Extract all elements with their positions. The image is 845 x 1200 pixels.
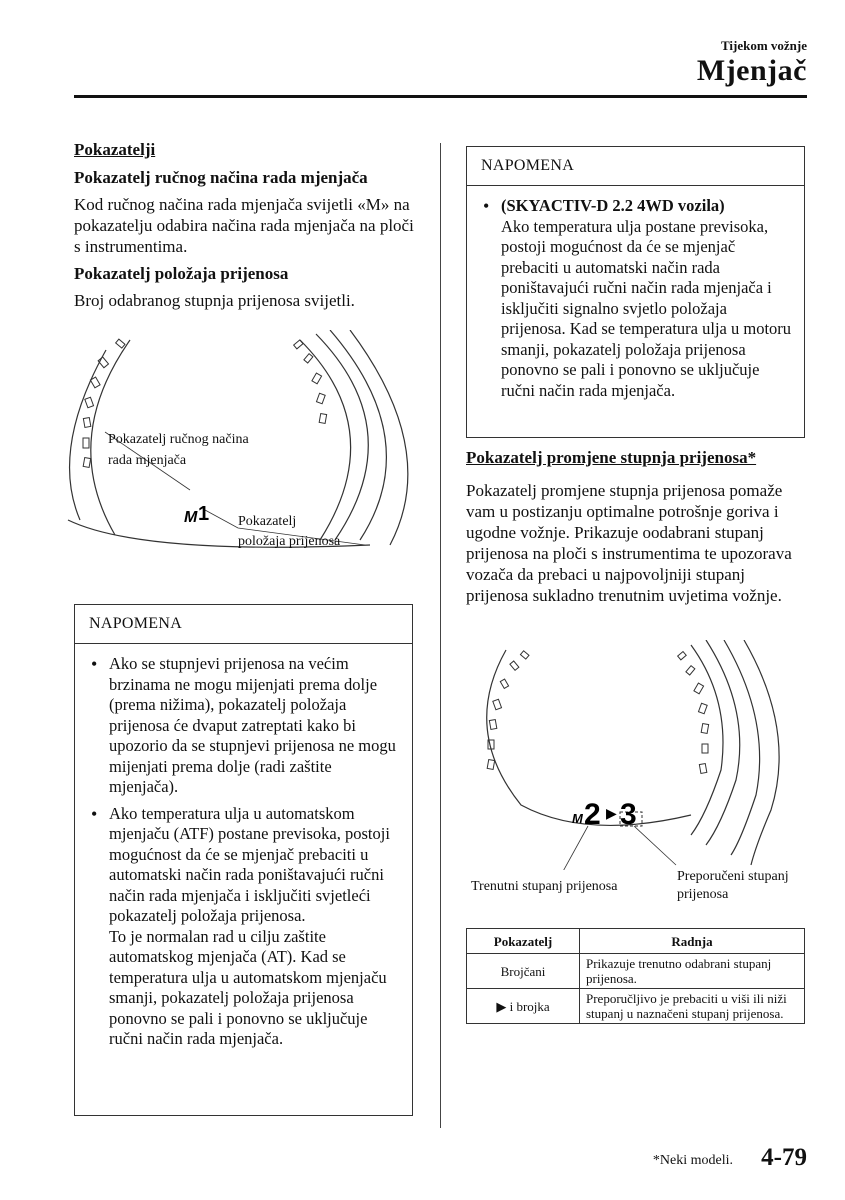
section-heading: Pokazatelji (74, 140, 156, 159)
table-header-action: Radnja (580, 929, 805, 954)
recommended-gear-digit: 3 (620, 798, 637, 831)
subheading-gear-position: Pokazatelj položaja prijenosa (74, 264, 289, 283)
manual-mode-indicator: M (184, 509, 198, 526)
gear-position-indicator: 1 (198, 503, 210, 525)
table-cell-action: Preporučljivo je prebaciti u viši ili niži stupanj u naznačeni stupanj prijenosa. (580, 989, 805, 1024)
header-rule (74, 95, 807, 98)
label-gear-position-line1: Pokazatelj (238, 514, 297, 529)
page-number: 4-79 (761, 1144, 807, 1171)
shift-indicator-paragraph: Pokazatelj promjene stupnja prijenosa pomaže vam u postizanju optimalne potrošnje goriva i ugodne vožnje. Prikazuje oodabrani stupanj prijenosa na ploči s instrumentima te upozorava vozača da prebaci u najpovoljniji stupanj prijenosa sukladno trenutnim uvjetima vožnje. (466, 481, 792, 605)
label-recommended-gear-line2: prijenosa (677, 887, 729, 902)
label-current-gear: Trenutni stupanj prijenosa (471, 879, 618, 894)
note-title: NAPOMENA (467, 147, 804, 186)
note-box-left (74, 604, 413, 1116)
shift-up-arrow-icon: ▶ (606, 806, 617, 822)
table-cell-indicator: ▶ i brojka (467, 989, 580, 1024)
page-title: Mjenjač (696, 54, 807, 87)
table-cell-indicator: Brojčani (467, 954, 580, 989)
instrument-cluster-figure-2 (466, 640, 811, 870)
label-gear-position-line2: položaja prijenosa (238, 534, 341, 549)
paragraph-gear-position: Broj odabranog stupnja prijenosa svijetli. (74, 291, 355, 310)
leader-line-current (561, 826, 588, 870)
shift-indicator-heading: Pokazatelj promjene stupnja prijenosa* (466, 448, 757, 467)
note-bullet-1: • Ako se stupnjevi prijenosa na većim brzinama ne mogu mijenjati prema dolje (prema nižima), pokazatelj položaja prijenosa će dvaput zatreptati kako bi upozorio da se stupnjevi prijenosa ne mogu mijenjati prema dolje (radi zaštite mjenjača). (91, 654, 400, 798)
section-label: Tijekom vožnje (720, 38, 807, 53)
note-bullet-2-continued: To je normalan rad u cilju zaštite automatskog mjenjača (AT). Kad se temperatura ulja u automatskom mjenjaču smanji, pokazatelj položaja prijenosa ponovno se pali i ponovno se uključuje ručni način rada mjenjača. (109, 926, 387, 1048)
table-cell-action: Prikazuje trenutno odabrani stupanj prijenosa. (580, 954, 805, 989)
leader-line-recommended (634, 826, 676, 865)
table-header-indicator: Pokazatelj (467, 929, 580, 954)
label-manual-mode-line2: rada mjenjača (108, 453, 187, 468)
note-body (467, 186, 804, 417)
note-bullet-2-text: Ako temperatura ulja u automatskom mjenjaču (ATF) postane previsoka, postoji mogućnost da će se mjenjač prebaciti u automatski način rada poništavajući ručni način rada mjenjača i isključiti svjetleći pokazatelj položaja prijenosa. (109, 803, 390, 925)
table-row (467, 989, 805, 1024)
label-recommended-gear-line1: Preporučeni stupanj (677, 869, 789, 884)
table-header-row (467, 929, 805, 954)
note-bullet-text: Ako temperatura ulja postane previsoka, postoji mogućnost da će se mjenjač prebaciti u automatski način rada poništavajući ručni način rada mjenjača i isključiti signalno svjetlo položaja prijenosa. Kad se temperatura ulja u motoru smanji, pokazatelj položaja prijenosa ponovno se pali i ponovno se uključuje ručni način rada mjenjača. (501, 216, 792, 400)
note-body (75, 644, 412, 1066)
subheading-manual-mode: Pokazatelj ručnog načina rada mjenjača (74, 168, 368, 187)
paragraph-manual-mode: Kod ručnog načina rada mjenjača svijetli «M» na pokazatelju odabira načina rada mjenjača na ploči s instrumentima. (74, 195, 414, 256)
note-bullet-2 (91, 804, 400, 1050)
column-divider (440, 143, 441, 1128)
left-column (74, 140, 424, 318)
right-column (466, 448, 811, 613)
note-bullet (483, 196, 792, 401)
label-manual-mode-line1: Pokazatelj ručnog načina (108, 432, 249, 447)
table-row (467, 954, 805, 989)
note-title: NAPOMENA (75, 605, 412, 644)
footnote: *Neki modeli. (652, 1153, 733, 1168)
current-gear-digit: 2 (584, 798, 601, 831)
note-bullet-heading: • (SKYACTIV-D 2.2 4WD vozila) (501, 196, 725, 215)
indicator-table (466, 928, 805, 1024)
manual-mode-indicator: M (572, 811, 583, 826)
note-box-right (466, 146, 805, 438)
